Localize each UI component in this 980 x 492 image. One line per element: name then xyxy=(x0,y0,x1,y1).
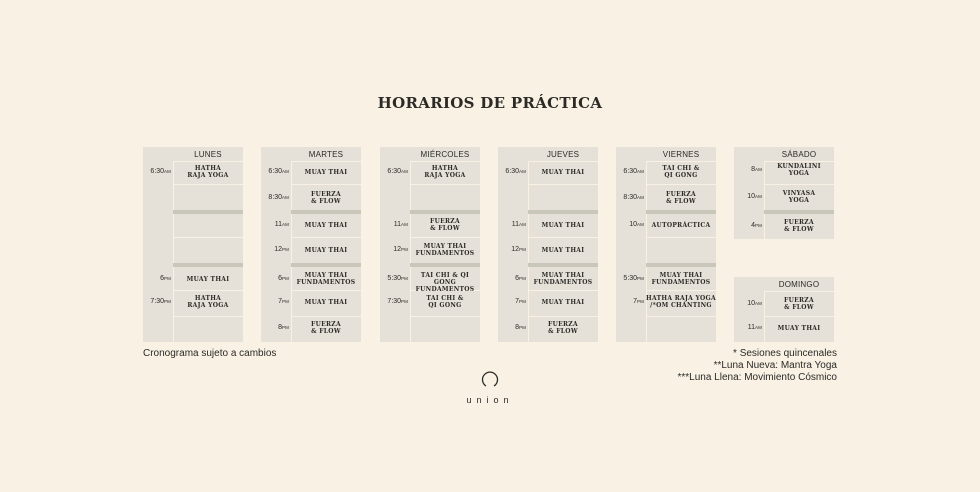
slot-divider xyxy=(291,184,361,185)
time-value: 8 xyxy=(515,324,520,331)
time-value: 8 xyxy=(278,324,283,331)
time-value: 11 xyxy=(511,221,520,228)
class-time xyxy=(380,246,408,254)
class-name: FUERZA & FLOW xyxy=(784,297,814,311)
class-time xyxy=(498,246,526,254)
time-period: PM xyxy=(755,223,762,228)
class-name: MUAY THAI FUNDAMENTOS xyxy=(296,272,356,286)
class-name: HATHA RAJA YOGA xyxy=(187,295,229,309)
time-value: 6:30 xyxy=(387,168,402,175)
class-time xyxy=(498,221,526,229)
time-period: PM xyxy=(519,276,526,281)
class-time xyxy=(261,275,289,283)
time-value: 12 xyxy=(393,246,402,253)
time-period: PM xyxy=(164,276,171,281)
time-value: 11 xyxy=(747,324,756,331)
session-divider xyxy=(528,263,598,267)
time-period: AM xyxy=(164,169,171,174)
time-period: PM xyxy=(519,299,526,304)
class-name: MUAY THAI xyxy=(777,324,821,332)
time-column xyxy=(143,162,174,342)
time-period: AM xyxy=(637,169,644,174)
time-period: PM xyxy=(282,276,289,281)
class-time xyxy=(261,221,289,229)
logo-wordmark: union xyxy=(466,395,514,405)
class-name: VINYASA YOGA xyxy=(782,190,816,204)
time-period: AM xyxy=(755,194,762,199)
class-time xyxy=(616,275,644,283)
class-name: MUAY THAI xyxy=(304,168,348,176)
slot-divider xyxy=(528,290,598,291)
class-name: MUAY THAI xyxy=(541,168,585,176)
class-time xyxy=(734,193,762,201)
class-name: MUAY THAI xyxy=(304,221,348,229)
time-period: AM xyxy=(755,301,762,306)
day-name: SÁBADO xyxy=(764,147,834,162)
class-time xyxy=(498,168,526,176)
time-period: AM xyxy=(637,222,644,227)
class-time xyxy=(498,324,526,332)
class-time xyxy=(261,298,289,306)
slot-divider xyxy=(291,290,361,291)
time-value: 7:30 xyxy=(150,298,165,305)
time-period: PM xyxy=(519,247,526,252)
slot-divider xyxy=(764,316,834,317)
class-time xyxy=(734,300,762,308)
slot-divider xyxy=(173,237,243,238)
time-period: AM xyxy=(755,325,762,330)
slot-divider xyxy=(173,316,243,317)
time-value: 6 xyxy=(160,275,165,282)
class-time xyxy=(616,298,644,306)
circle-logo-icon xyxy=(481,368,499,388)
class-name: TAI CHI & QI GONG FUNDAMENTOS xyxy=(415,272,475,293)
footnote: **Luna Nueva: Mantra Yoga xyxy=(713,360,837,371)
time-period: PM xyxy=(637,299,644,304)
session-divider xyxy=(528,210,598,214)
session-divider xyxy=(410,263,480,267)
time-value: 12 xyxy=(274,246,283,253)
footnote: * Sesiones quincenales xyxy=(733,348,837,359)
day-column xyxy=(143,147,243,342)
day-column xyxy=(616,147,716,342)
time-value: 10 xyxy=(629,221,638,228)
class-name: FUERZA & FLOW xyxy=(430,218,460,232)
time-period: AM xyxy=(755,167,762,172)
class-time xyxy=(261,168,289,176)
session-divider xyxy=(291,210,361,214)
class-name: MUAY THAI xyxy=(541,221,585,229)
class-name: HATHA RAJA YOGA xyxy=(187,165,229,179)
slot-divider xyxy=(410,184,480,185)
day-name: DOMINGO xyxy=(764,277,834,292)
slot-divider xyxy=(764,184,834,185)
slot-divider xyxy=(173,184,243,185)
time-value: 7 xyxy=(633,298,638,305)
class-name: FUERZA & FLOW xyxy=(548,321,578,335)
slot-divider xyxy=(410,316,480,317)
day-name: MIÉRCOLES xyxy=(410,147,480,162)
class-name: MUAY THAI xyxy=(541,298,585,306)
class-time xyxy=(616,221,644,229)
class-time xyxy=(261,246,289,254)
time-period: PM xyxy=(401,276,408,281)
time-column xyxy=(616,162,647,342)
time-period: AM xyxy=(637,195,644,200)
class-time xyxy=(261,194,289,202)
class-time xyxy=(498,298,526,306)
footnote: ***Luna Llena: Movimiento Cósmico xyxy=(677,372,837,383)
slot-divider xyxy=(646,290,716,291)
time-value: 6:30 xyxy=(268,168,283,175)
day-column xyxy=(734,147,834,239)
class-name: FUERZA & FLOW xyxy=(311,321,341,335)
time-period: AM xyxy=(282,169,289,174)
time-value: 11 xyxy=(393,221,402,228)
schedule-disclaimer: Cronograma sujeto a cambios xyxy=(143,348,277,359)
time-period: PM xyxy=(637,276,644,281)
time-value: 8 xyxy=(751,166,756,173)
class-time xyxy=(734,222,762,230)
slot-divider xyxy=(646,316,716,317)
time-value: 6:30 xyxy=(505,168,520,175)
class-name: MUAY THAI FUNDAMENTOS xyxy=(415,243,475,257)
time-value: 4 xyxy=(751,222,756,229)
class-time xyxy=(734,324,762,332)
slot-divider xyxy=(291,237,361,238)
time-value: 6 xyxy=(515,275,520,282)
day-column xyxy=(734,277,834,342)
time-period: PM xyxy=(401,299,408,304)
session-divider xyxy=(764,210,834,214)
union-logo xyxy=(0,368,980,405)
time-period: AM xyxy=(401,222,408,227)
time-value: 10 xyxy=(747,193,756,200)
time-period: AM xyxy=(519,222,526,227)
time-value: 10 xyxy=(747,300,756,307)
class-time xyxy=(616,194,644,202)
class-name: MUAY THAI xyxy=(186,275,230,283)
session-divider xyxy=(291,263,361,267)
slot-divider xyxy=(646,184,716,185)
class-name: FUERZA & FLOW xyxy=(784,219,814,233)
time-value: 7:30 xyxy=(387,298,402,305)
class-time xyxy=(143,275,171,283)
time-period: AM xyxy=(282,195,289,200)
class-name: TAI CHI & QI GONG xyxy=(426,295,464,309)
time-value: 12 xyxy=(511,246,520,253)
session-divider xyxy=(646,210,716,214)
class-time xyxy=(380,275,408,283)
time-period: PM xyxy=(519,325,526,330)
slot-divider xyxy=(528,184,598,185)
session-divider xyxy=(173,263,243,267)
time-value: 6:30 xyxy=(623,168,638,175)
class-name: MUAY THAI FUNDAMENTOS xyxy=(651,272,711,286)
class-time xyxy=(380,298,408,306)
time-period: PM xyxy=(401,247,408,252)
page-title: HORARIOS DE PRÁCTICA xyxy=(377,94,603,112)
time-value: 8:30 xyxy=(623,194,638,201)
class-name: MUAY THAI FUNDAMENTOS xyxy=(533,272,593,286)
time-value: 5:30 xyxy=(387,275,402,282)
slot-divider xyxy=(528,237,598,238)
time-period: AM xyxy=(282,222,289,227)
class-name: TAI CHI & QI GONG xyxy=(662,165,700,179)
time-value: 7 xyxy=(515,298,520,305)
time-value: 7 xyxy=(278,298,283,305)
class-time xyxy=(143,168,171,176)
time-period: AM xyxy=(519,169,526,174)
time-value: 6 xyxy=(278,275,283,282)
time-value: 6:30 xyxy=(150,168,165,175)
session-divider xyxy=(410,210,480,214)
day-name: VIERNES xyxy=(646,147,716,162)
class-name: MUAY THAI xyxy=(304,298,348,306)
time-value: 5:30 xyxy=(623,275,638,282)
day-name: LUNES xyxy=(173,147,243,162)
class-time xyxy=(143,298,171,306)
class-name: KUNDALINI YOGA xyxy=(777,163,821,177)
slot-divider xyxy=(410,237,480,238)
time-period: AM xyxy=(401,169,408,174)
class-name: HATHA RAJA YOGA xyxy=(424,165,466,179)
class-name: FUERZA & FLOW xyxy=(311,191,341,205)
slot-divider xyxy=(646,237,716,238)
class-name: MUAY THAI xyxy=(541,246,585,254)
time-period: PM xyxy=(282,299,289,304)
class-time xyxy=(380,221,408,229)
slot-divider xyxy=(528,316,598,317)
time-period: PM xyxy=(282,247,289,252)
session-divider xyxy=(646,263,716,267)
day-name: JUEVES xyxy=(528,147,598,162)
day-column xyxy=(261,147,361,342)
session-divider xyxy=(173,210,243,214)
time-value: 8:30 xyxy=(268,194,283,201)
class-name: AUTOPRÁCTICA xyxy=(651,221,711,229)
class-time xyxy=(261,324,289,332)
class-time xyxy=(734,166,762,174)
class-time xyxy=(498,275,526,283)
time-period: PM xyxy=(282,325,289,330)
day-column xyxy=(498,147,598,342)
time-period: PM xyxy=(164,299,171,304)
slot-divider xyxy=(291,316,361,317)
class-name: HATHA RAJA YOGA /*OM CHANTING xyxy=(646,295,716,309)
class-name: FUERZA & FLOW xyxy=(666,191,696,205)
day-column xyxy=(380,147,480,342)
class-name: MUAY THAI xyxy=(304,246,348,254)
class-time xyxy=(380,168,408,176)
day-name: MARTES xyxy=(291,147,361,162)
time-value: 11 xyxy=(274,221,283,228)
slot-divider xyxy=(173,290,243,291)
class-time xyxy=(616,168,644,176)
